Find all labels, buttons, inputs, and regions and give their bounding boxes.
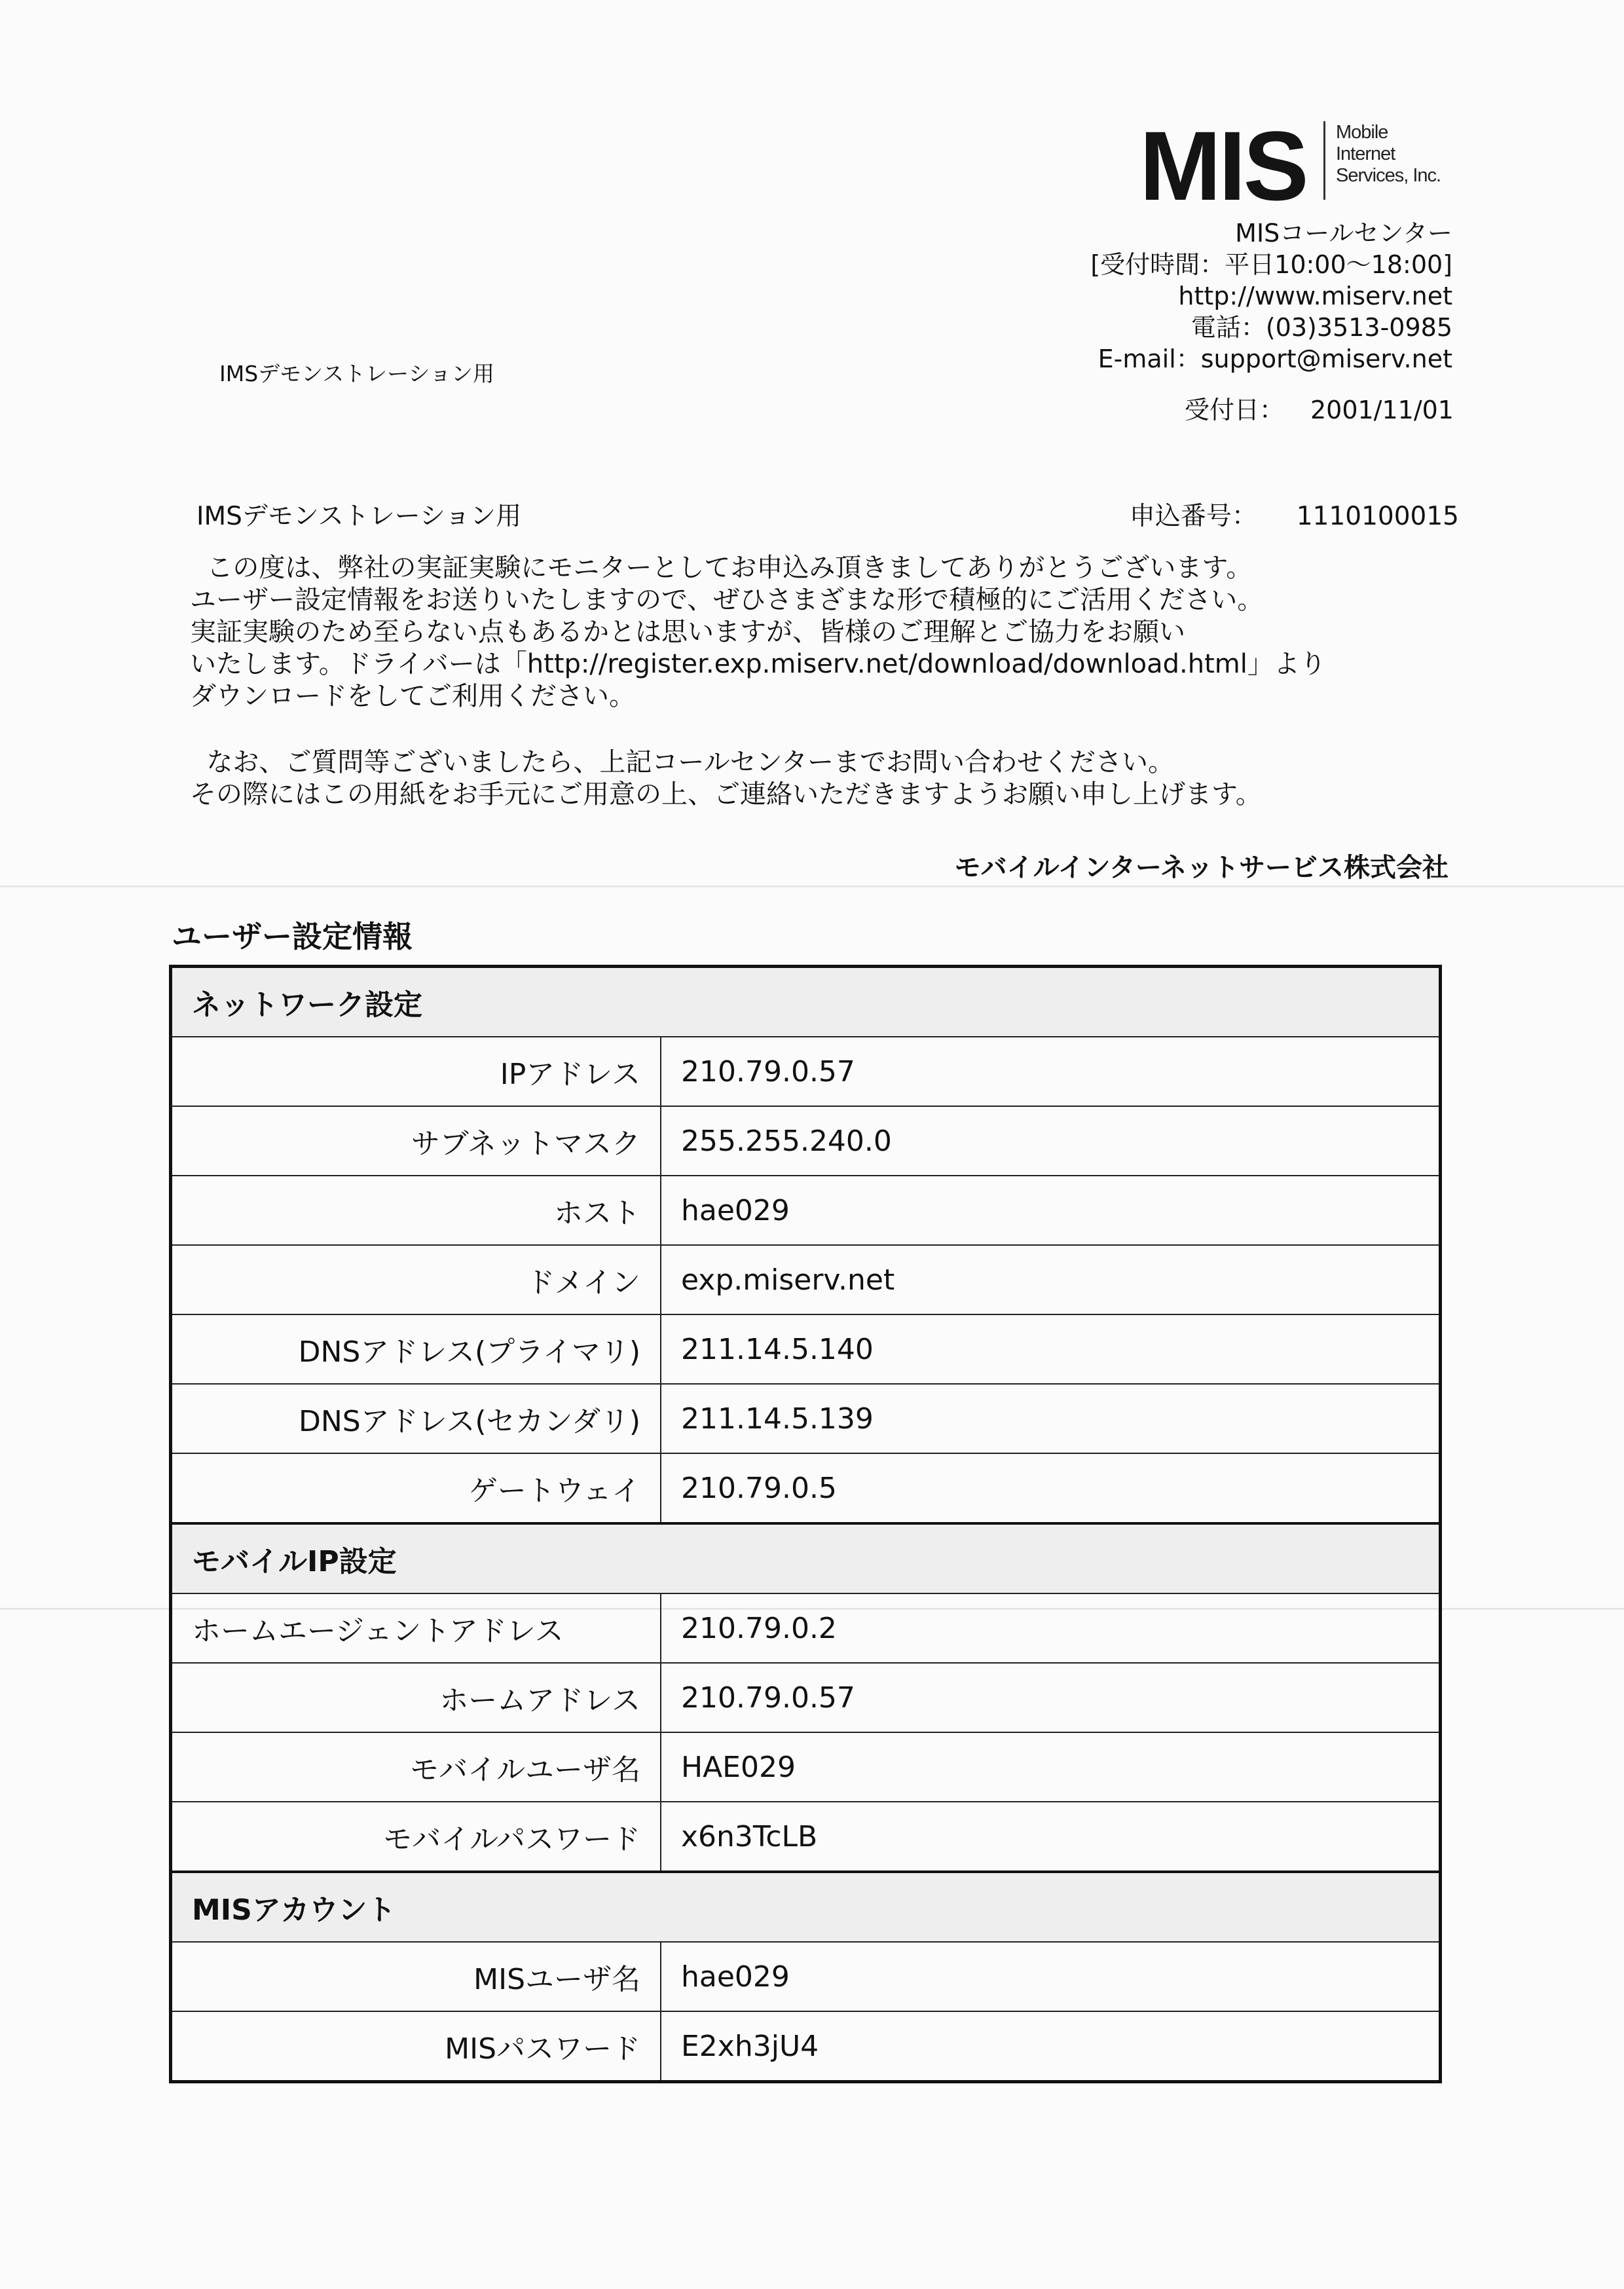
setting-value: HAE029 xyxy=(661,1732,1441,1802)
setting-label: ホスト xyxy=(171,1176,661,1245)
intro-paragraph xyxy=(190,552,1467,713)
paper-fold-line xyxy=(0,885,1624,887)
application-number-label: 申込番号： xyxy=(1129,502,1257,531)
receipt-date-label: 受付日： xyxy=(1184,396,1284,424)
call-center-name: MISコールセンター xyxy=(1235,219,1452,248)
table-row xyxy=(171,1245,1441,1314)
setting-value: 210.79.0.57 xyxy=(661,1663,1441,1732)
setting-label: MISパスワード xyxy=(171,2011,661,2082)
recipient-name: IMSデモンストレーション用 xyxy=(196,502,522,531)
section-title: ユーザー設定情報 xyxy=(172,919,413,954)
paragraph-line: この度は、弊社の実証実験にモニターとしてお申込み頂きましてありがとうございます。 xyxy=(206,553,1253,583)
paragraph-line: ユーザー設定情報をお送りいたしますので、ぜひさまざまな形で積極的にご活用ください。 xyxy=(190,585,1264,615)
table-row xyxy=(171,1732,1441,1802)
receipt-date: 2001/11/01 xyxy=(1310,396,1454,424)
setting-label: DNSアドレス(セカンダリ) xyxy=(171,1384,661,1453)
table-row xyxy=(171,1453,1441,1523)
table-row xyxy=(171,1176,1441,1245)
paragraph-line: いたします。ドライバーは「http://register.exp.miserv.net/download/download.html」より xyxy=(190,649,1326,679)
setting-value: 210.79.0.2 xyxy=(661,1593,1441,1663)
logo-subtitle-line: Internet xyxy=(1336,143,1395,164)
setting-value: E2xh3jU4 xyxy=(661,2011,1441,2082)
table-row xyxy=(171,2011,1441,2082)
setting-value: x6n3TcLB xyxy=(661,1802,1441,1872)
setting-value: 255.255.240.0 xyxy=(661,1106,1441,1176)
business-hours: [受付時間：平日10:00～18:00] xyxy=(1090,250,1452,279)
table-row xyxy=(171,1802,1441,1872)
setting-label: ドメイン xyxy=(171,1245,661,1314)
paragraph-line: 実証実験のため至らない点もあるかとは思いますが、皆様のご理解とご協力をお願い xyxy=(190,617,1185,647)
company-name: モバイルインターネットサービス株式会社 xyxy=(954,853,1449,883)
group-header-mis-account xyxy=(171,1872,1441,1942)
setting-label: IPアドレス xyxy=(171,1037,661,1106)
logo-divider xyxy=(1323,121,1325,200)
contact-paragraph xyxy=(190,747,1467,811)
table-row xyxy=(171,1384,1441,1453)
group-title: モバイルIP設定 xyxy=(171,1523,1441,1593)
setting-label: ホームエージェントアドレス xyxy=(171,1593,661,1663)
application-number-line xyxy=(1130,496,1459,532)
logo-subtitle-line: Mobile xyxy=(1336,122,1388,143)
logo-subtitle xyxy=(1336,122,1441,187)
setting-value: 211.14.5.139 xyxy=(661,1384,1441,1453)
table-row xyxy=(171,1663,1441,1732)
small-note: IMSデモンストレーション用 xyxy=(219,361,494,386)
setting-label: モバイルパスワード xyxy=(171,1802,661,1872)
group-header-mobile-ip xyxy=(171,1523,1441,1593)
setting-value: 211.14.5.140 xyxy=(661,1314,1441,1384)
group-title: ネットワーク設定 xyxy=(171,967,1441,1037)
setting-value: hae029 xyxy=(661,1176,1441,1245)
setting-value: hae029 xyxy=(661,1942,1441,2011)
setting-value: 210.79.0.5 xyxy=(661,1453,1441,1523)
setting-value: exp.miserv.net xyxy=(661,1245,1441,1314)
setting-value: 210.79.0.57 xyxy=(661,1037,1441,1106)
phone-number: 電話：(03)3513-0985 xyxy=(1190,313,1452,342)
setting-label: ホームアドレス xyxy=(171,1663,661,1732)
setting-label: DNSアドレス(プライマリ) xyxy=(171,1314,661,1384)
application-number: 1110100015 xyxy=(1296,502,1459,531)
table-row xyxy=(171,1314,1441,1384)
paragraph-line: ダウンロードをしてご利用ください。 xyxy=(190,681,635,711)
logo-subtitle-line: Services, Inc. xyxy=(1336,165,1441,186)
group-header-network xyxy=(171,967,1441,1037)
paragraph-line: その際にはこの用紙をお手元にご用意の上、ご連絡いただきますようお願い申し上げます。 xyxy=(190,779,1262,810)
contact-block xyxy=(1090,217,1452,375)
setting-label: ゲートウェイ xyxy=(171,1453,661,1523)
table-row xyxy=(171,1106,1441,1176)
setting-label: モバイルユーザ名 xyxy=(171,1732,661,1802)
table-row xyxy=(171,1593,1441,1663)
setting-label: MISユーザ名 xyxy=(171,1942,661,2011)
table-row xyxy=(171,1942,1441,2011)
website-url: http://www.miserv.net xyxy=(1178,282,1452,310)
group-title: MISアカウント xyxy=(171,1872,1441,1942)
paragraph-line: なお、ご質問等ございましたら、上記コールセンターまでお問い合わせください。 xyxy=(206,747,1175,777)
user-settings-table xyxy=(169,965,1442,2083)
receipt-date-line xyxy=(1185,390,1454,426)
support-email: E-mail：support@miserv.net xyxy=(1098,344,1452,373)
setting-label: サブネットマスク xyxy=(171,1106,661,1176)
table-row xyxy=(171,1037,1441,1106)
company-logo: MIS xyxy=(1139,111,1306,221)
